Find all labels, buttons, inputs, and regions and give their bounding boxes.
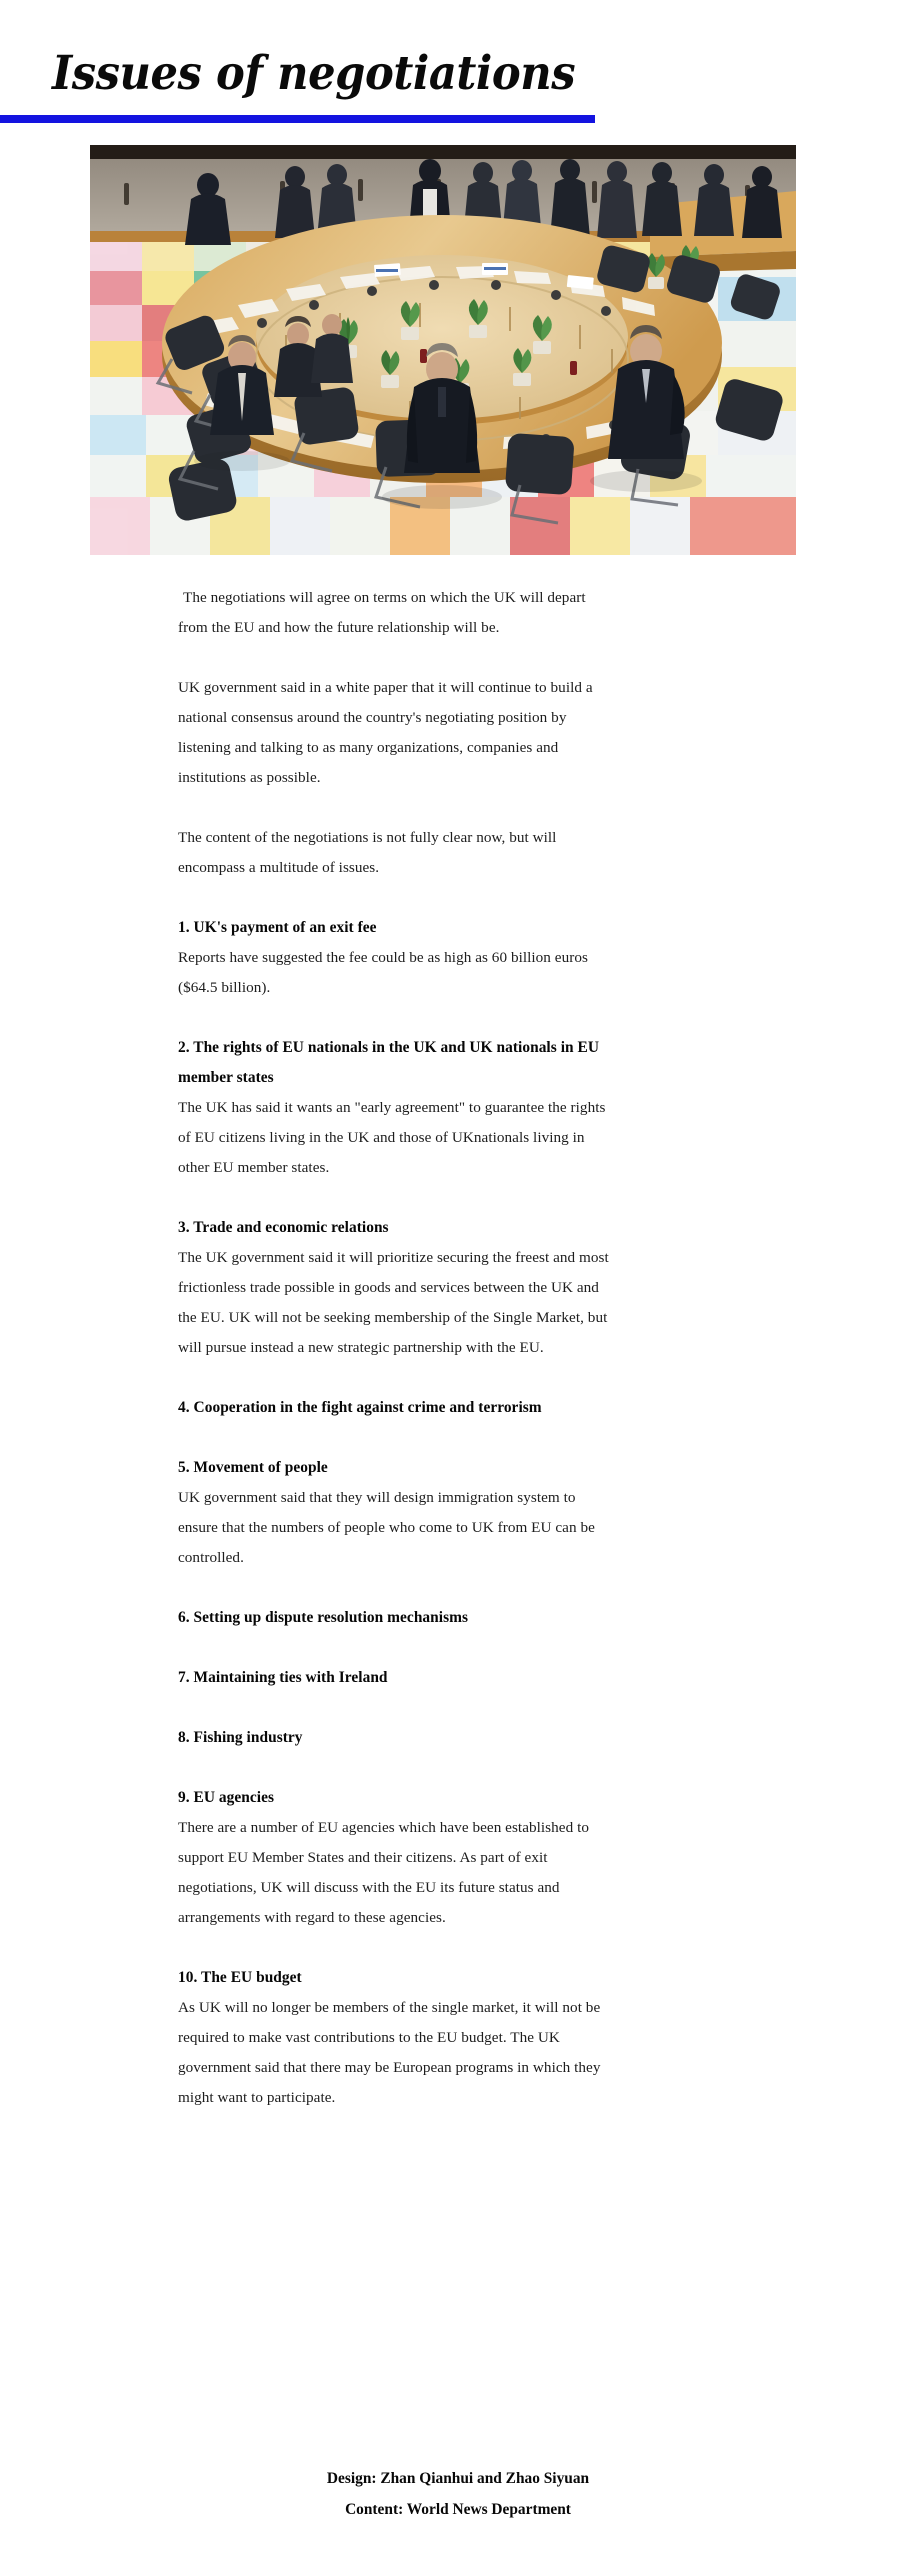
credit-content: Content: World News Department [345, 2501, 571, 2518]
section-8-heading: 8. Fishing industry [178, 1729, 303, 1746]
page-title: Issues of negotiations [52, 46, 576, 102]
header-photo [90, 145, 796, 555]
section-2 [178, 1033, 615, 1183]
section-7-heading: 7. Maintaining ties with Ireland [178, 1669, 388, 1686]
article-body [178, 583, 615, 2143]
section-1-body: Reports have suggested the fee could be as high as 60 billion euros ($64.5 billion). [178, 949, 588, 996]
section-9-body: There are a number of EU agencies which have been established to support EU Member States and their citizens. As part of exit negotiations, UK will discuss with the EU its future status and arrangements with regard to these agencies. [178, 1819, 589, 1926]
section-4-heading: 4. Cooperation in the fight against crime and terrorism [178, 1399, 542, 1416]
intro-paragraph-1: The negotiations will agree on terms on which the UK will depart from the EU and how the future relationship will be. [178, 589, 586, 636]
section-1 [178, 913, 615, 1003]
section-9 [178, 1783, 615, 1933]
section-1-heading: 1. UK's payment of an exit fee [178, 919, 377, 936]
section-10-body: As UK will no longer be members of the single market, it will not be required to make vast contributions to the EU budget. The UK government said that there may be European programs in which they might want to participate. [178, 1999, 601, 2106]
section-6 [178, 1603, 615, 1633]
title-divider-rule [0, 115, 595, 123]
credit-design: Design: Zhan Qianhui and Zhao Siyuan [326, 2470, 590, 2487]
credits-block [178, 2463, 738, 2525]
section-3-body: The UK government said it will prioritize securing the freest and most frictionless trade possible in goods and services between the UK and the EU. UK will not be seeking membership of the Single Market, but will pursue instead a new strategic partnership with the EU. [178, 1249, 609, 1356]
section-5 [178, 1453, 615, 1573]
section-2-body: The UK has said it wants an "early agreement" to guarantee the rights of EU citizens living in the UK and those of UKnationals living in other EU member states. [178, 1099, 606, 1176]
intro-paragraph-3: The content of the negotiations is not fully clear now, but will encompass a multitude of issues. [178, 829, 557, 876]
section-2-heading: 2. The rights of EU nationals in the UK and UK nationals in EU member states [178, 1039, 600, 1086]
intro-paragraph-2: UK government said in a white paper that it will continue to build a national consensus around the country's negotiating position by listening and talking to as many organizations, companies and institutions as possible. [178, 679, 593, 786]
section-3-heading: 3. Trade and economic relations [178, 1219, 389, 1236]
section-8 [178, 1723, 615, 1753]
section-10-heading: 10. The EU budget [178, 1969, 302, 1986]
header-photo-illustration [90, 145, 796, 555]
section-4 [178, 1393, 615, 1423]
section-9-heading: 9. EU agencies [178, 1789, 275, 1806]
section-3 [178, 1213, 615, 1363]
section-6-heading: 6. Setting up dispute resolution mechanisms [178, 1609, 469, 1626]
section-5-body: UK government said that they will design immigration system to ensure that the numbers of people who come to UK from EU can be controlled. [178, 1489, 595, 1566]
section-7 [178, 1663, 615, 1693]
section-10 [178, 1963, 615, 2113]
section-5-heading: 5. Movement of people [178, 1459, 328, 1476]
